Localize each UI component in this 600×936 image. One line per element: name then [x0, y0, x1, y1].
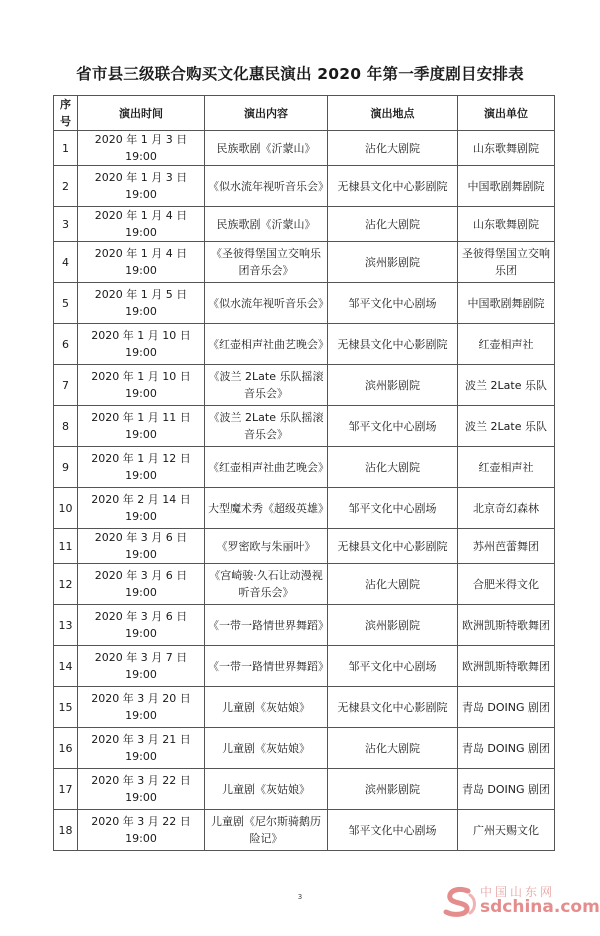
- cell-time: 2020 年 3 月 6 日 19:00: [78, 605, 205, 646]
- cell-content: 儿童剧《灰姑娘》: [205, 728, 328, 769]
- table-row: [54, 207, 555, 242]
- cell-venue: 沾化大剧院: [328, 447, 458, 488]
- cell-venue: 无棣县文化中心影剧院: [328, 687, 458, 728]
- cell-no: 15: [54, 687, 78, 728]
- cell-no: 1: [54, 131, 78, 166]
- cell-time: 2020 年 1 月 3 日 19:00: [78, 131, 205, 166]
- table-row: [54, 769, 555, 810]
- header-venue: 演出地点: [328, 96, 458, 131]
- cell-troupe: 欧洲凯斯特歌舞团: [458, 646, 555, 687]
- cell-content: 儿童剧《灰姑娘》: [205, 687, 328, 728]
- table-row: [54, 529, 555, 564]
- table-row: [54, 728, 555, 769]
- cell-troupe: 波兰 2Late 乐队: [458, 365, 555, 406]
- table-row: [54, 324, 555, 365]
- cell-venue: 沾化大剧院: [328, 131, 458, 166]
- table-row: [54, 810, 555, 851]
- cell-venue: 沾化大剧院: [328, 728, 458, 769]
- cell-no: 10: [54, 488, 78, 529]
- cell-no: 18: [54, 810, 78, 851]
- cell-venue: 滨州影剧院: [328, 769, 458, 810]
- page-number: 3: [297, 893, 303, 901]
- table-row: [54, 646, 555, 687]
- cell-venue: 邹平文化中心剧场: [328, 283, 458, 324]
- cell-content: 《一带一路情世界舞蹈》: [205, 605, 328, 646]
- cell-troupe: 红壶相声社: [458, 447, 555, 488]
- table-row: [54, 406, 555, 447]
- table-row: [54, 488, 555, 529]
- cell-time: 2020 年 3 月 20 日 19:00: [78, 687, 205, 728]
- cell-content: 大型魔术秀《超级英雄》: [205, 488, 328, 529]
- cell-no: 17: [54, 769, 78, 810]
- cell-content: 儿童剧《灰姑娘》: [205, 769, 328, 810]
- cell-time: 2020 年 3 月 21 日 19:00: [78, 728, 205, 769]
- cell-no: 7: [54, 365, 78, 406]
- cell-venue: 邹平文化中心剧场: [328, 488, 458, 529]
- table-row: [54, 447, 555, 488]
- cell-venue: 邹平文化中心剧场: [328, 406, 458, 447]
- cell-content: 《似水流年视听音乐会》: [205, 283, 328, 324]
- cell-no: 12: [54, 564, 78, 605]
- cell-troupe: 山东歌舞剧院: [458, 207, 555, 242]
- cell-time: 2020 年 2 月 14 日 19:00: [78, 488, 205, 529]
- cell-troupe: 欧洲凯斯特歌舞团: [458, 605, 555, 646]
- header-content: 演出内容: [205, 96, 328, 131]
- cell-venue: 无棣县文化中心影剧院: [328, 324, 458, 365]
- cell-troupe: 波兰 2Late 乐队: [458, 406, 555, 447]
- cell-venue: 沾化大剧院: [328, 564, 458, 605]
- cell-troupe: 合肥米得文化: [458, 564, 555, 605]
- cell-troupe: 青岛 DOING 剧团: [458, 687, 555, 728]
- cell-content: 民族歌剧《沂蒙山》: [205, 207, 328, 242]
- cell-venue: 无棣县文化中心影剧院: [328, 166, 458, 207]
- cell-no: 2: [54, 166, 78, 207]
- cell-time: 2020 年 1 月 11 日 19:00: [78, 406, 205, 447]
- table-row: [54, 242, 555, 283]
- cell-content: 《似水流年视听音乐会》: [205, 166, 328, 207]
- cell-time: 2020 年 1 月 4 日 19:00: [78, 207, 205, 242]
- cell-time: 2020 年 1 月 10 日 19:00: [78, 365, 205, 406]
- cell-venue: 沾化大剧院: [328, 207, 458, 242]
- cell-troupe: 青岛 DOING 剧团: [458, 769, 555, 810]
- cell-venue: 邹平文化中心剧场: [328, 646, 458, 687]
- schedule-table: [53, 95, 555, 851]
- cell-content: 《红壶相声社曲艺晚会》: [205, 447, 328, 488]
- cell-content: 民族歌剧《沂蒙山》: [205, 131, 328, 166]
- cell-troupe: 中国歌剧舞剧院: [458, 166, 555, 207]
- cell-no: 6: [54, 324, 78, 365]
- cell-no: 9: [54, 447, 78, 488]
- cell-troupe: 广州天赐文化: [458, 810, 555, 851]
- cell-troupe: 圣彼得堡国立交响乐团: [458, 242, 555, 283]
- cell-venue: 滨州影剧院: [328, 605, 458, 646]
- cell-troupe: 山东歌舞剧院: [458, 131, 555, 166]
- cell-no: 14: [54, 646, 78, 687]
- cell-no: 16: [54, 728, 78, 769]
- cell-no: 13: [54, 605, 78, 646]
- cell-troupe: 青岛 DOING 剧团: [458, 728, 555, 769]
- cell-troupe: 红壶相声社: [458, 324, 555, 365]
- table-row: [54, 166, 555, 207]
- cell-time: 2020 年 1 月 5 日 19:00: [78, 283, 205, 324]
- header-troupe: 演出单位: [458, 96, 555, 131]
- cell-time: 2020 年 3 月 22 日 19:00: [78, 810, 205, 851]
- header-no: 序号: [54, 96, 78, 131]
- table-row: [54, 564, 555, 605]
- table-row: [54, 365, 555, 406]
- cell-time: 2020 年 1 月 10 日 19:00: [78, 324, 205, 365]
- cell-venue: 邹平文化中心剧场: [328, 810, 458, 851]
- table-row: [54, 687, 555, 728]
- page-title: 省市县三级联合购买文化惠民演出 2020 年第一季度剧目安排表: [76, 65, 524, 83]
- cell-no: 5: [54, 283, 78, 324]
- table-header-row: [54, 96, 555, 131]
- table-row: [54, 131, 555, 166]
- watermark-cn: 中国山东网: [480, 885, 556, 899]
- cell-content: 《波兰 2Late 乐队摇滚音乐会》: [205, 365, 328, 406]
- cell-time: 2020 年 1 月 4 日 19:00: [78, 242, 205, 283]
- cell-no: 3: [54, 207, 78, 242]
- cell-content: 《波兰 2Late 乐队摇滚音乐会》: [205, 406, 328, 447]
- cell-venue: 滨州影剧院: [328, 242, 458, 283]
- cell-content: 《宫崎骏·久石让动漫视听音乐会》: [205, 564, 328, 605]
- cell-troupe: 苏州芭蕾舞团: [458, 529, 555, 564]
- sdchina-logo-icon: [440, 885, 480, 919]
- cell-no: 11: [54, 529, 78, 564]
- cell-time: 2020 年 3 月 6 日 19:00: [78, 564, 205, 605]
- cell-content: 儿童剧《尼尔斯骑鹅历险记》: [205, 810, 328, 851]
- cell-no: 8: [54, 406, 78, 447]
- cell-time: 2020 年 3 月 22 日 19:00: [78, 769, 205, 810]
- cell-content: 《一带一路情世界舞蹈》: [205, 646, 328, 687]
- watermark-url: sdchina.com: [480, 897, 600, 917]
- cell-troupe: 北京奇幻森林: [458, 488, 555, 529]
- cell-venue: 无棣县文化中心影剧院: [328, 529, 458, 564]
- cell-time: 2020 年 1 月 12 日 19:00: [78, 447, 205, 488]
- cell-troupe: 中国歌剧舞剧院: [458, 283, 555, 324]
- cell-time: 2020 年 1 月 3 日 19:00: [78, 166, 205, 207]
- cell-content: 《红壶相声社曲艺晚会》: [205, 324, 328, 365]
- cell-venue: 滨州影剧院: [328, 365, 458, 406]
- table-row: [54, 605, 555, 646]
- cell-content: 《圣彼得堡国立交响乐团音乐会》: [205, 242, 328, 283]
- watermark: [440, 883, 600, 923]
- table-row: [54, 283, 555, 324]
- cell-time: 2020 年 3 月 7 日 19:00: [78, 646, 205, 687]
- cell-content: 《罗密欧与朱丽叶》: [205, 529, 328, 564]
- cell-no: 4: [54, 242, 78, 283]
- header-time: 演出时间: [78, 96, 205, 131]
- cell-time: 2020 年 3 月 6 日 19:00: [78, 529, 205, 564]
